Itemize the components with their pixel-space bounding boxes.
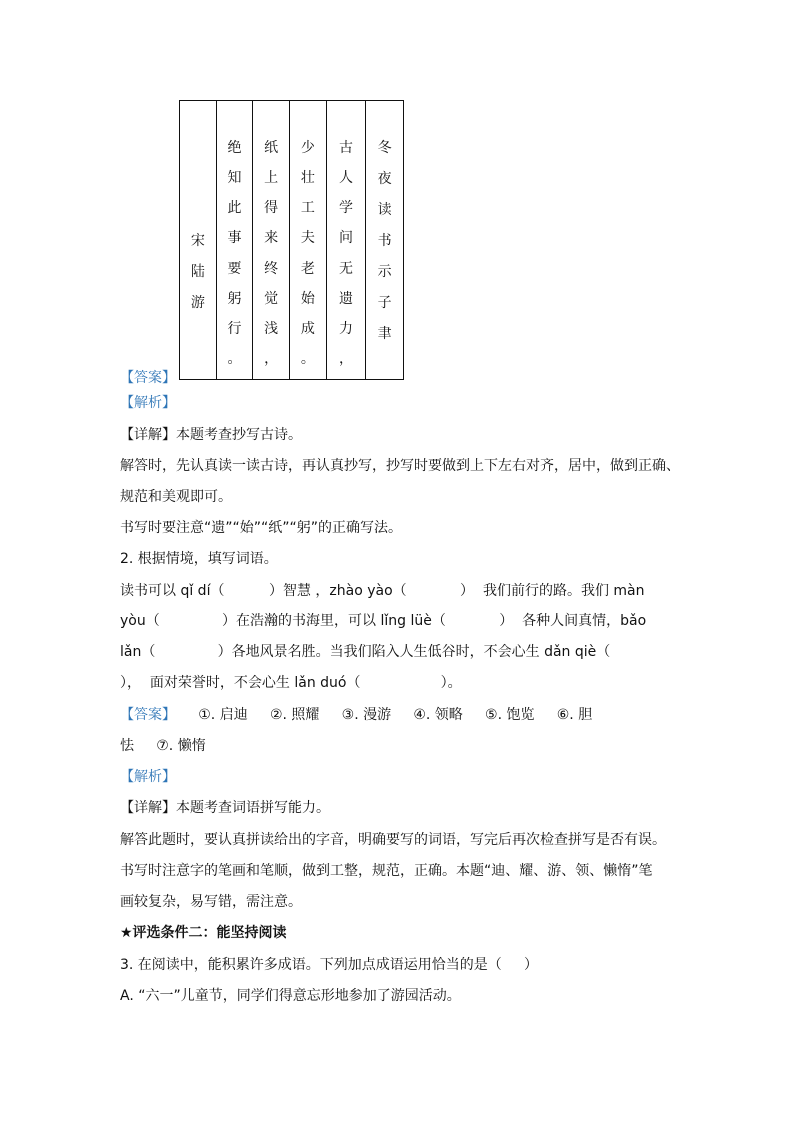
- poem-char: 读: [377, 202, 392, 218]
- paragraph: 书写时注意字的笔画和笔顺，做到工整，规范，正确。本题“迪、耀、游、领、懒惰”笔: [120, 863, 653, 879]
- paragraph: 读书可以 qǐ dí（ ）智慧 ，zhào yào（ ） 我们前行的路。我们 màn: [120, 583, 645, 599]
- poem-char: 事: [227, 230, 242, 247]
- detail-text: 【详解】本题考查词语拼写能力。: [120, 800, 330, 816]
- poem-char: 躬: [227, 290, 242, 307]
- answer-text: 怯 ⑦. 懒惰: [120, 738, 206, 754]
- poem-char: 古: [339, 140, 353, 156]
- poem-char: ，: [339, 350, 353, 367]
- analysis-label: 【解析】: [120, 395, 176, 411]
- answer-text: ①. 启迪 ②. 照耀 ③. 漫游 ④. 领略 ⑤. 饱览 ⑥. 胆: [176, 707, 593, 723]
- paragraph: lǎn（ ）各地风景名胜。当我们陷入人生低谷时，不会心生 dǎn qiè（: [120, 644, 611, 660]
- paragraph: 规范和美观即可。: [120, 489, 232, 505]
- answer-label: 【答案】: [120, 707, 176, 723]
- paragraph: 解答时，先认真读一读古诗，再认真抄写，抄写时要做到上下左右对齐，居中，做到正确、: [120, 458, 680, 474]
- poem-char: 问: [339, 230, 353, 247]
- poem-column: [253, 101, 290, 379]
- poem-char: 冬: [377, 140, 392, 156]
- poem-char: ，: [264, 350, 279, 367]
- analysis-label: 【解析】: [120, 769, 176, 785]
- poem-char: 。: [300, 350, 315, 367]
- paragraph: 画较复杂，易写错，需注意。: [120, 894, 302, 910]
- poem-grid: [179, 100, 404, 380]
- poem-column: [217, 101, 254, 379]
- section-heading: ★评选条件二：能坚持阅读: [120, 925, 287, 941]
- poem-char: 。: [227, 350, 242, 367]
- poem-char: 示: [377, 264, 392, 280]
- poem-char: 成: [300, 320, 315, 337]
- poem-char: 纸: [264, 140, 279, 156]
- paragraph: yòu（ ）在浩瀚的书海里，可以 lǐng lüè（ ） 各种人间真情，bǎo: [120, 613, 647, 629]
- poem-char: 绝: [227, 140, 242, 156]
- question-2: 2. 根据情境，填写词语。: [120, 551, 278, 567]
- poem-char: 上: [264, 170, 279, 187]
- poem-char: 遗: [339, 290, 353, 307]
- poem-char: 此: [227, 200, 242, 217]
- poem-char: 工: [300, 200, 315, 217]
- answer-label: 【答案】: [120, 370, 176, 386]
- poem-char: 无: [339, 260, 353, 277]
- poem-char: 少: [300, 140, 315, 156]
- poem-char: 始: [300, 290, 315, 307]
- poem-char: 书: [377, 233, 392, 249]
- poem-char: 陆: [190, 264, 205, 280]
- poem-char: 夜: [377, 171, 392, 187]
- poem-char: 觉: [264, 290, 279, 307]
- paragraph: ）， 面对荣誉时，不会心生 lǎn duó（ ）。: [120, 675, 462, 691]
- poem-char: 力: [339, 320, 353, 337]
- poem-char: 聿: [377, 326, 392, 342]
- poem-char: 行: [227, 320, 242, 337]
- poem-column: [180, 101, 217, 379]
- poem-char: 来: [264, 230, 279, 247]
- poem-column: [327, 101, 367, 379]
- poem-char: 游: [190, 295, 205, 311]
- question-3: 3. 在阅读中，能积累许多成语。下列加点成语运用恰当的是（ ）: [120, 957, 539, 973]
- paragraph: 解答此题时，要认真拼读给出的字音，明确要写的词语，写完后再次检查拼写是否有误。: [120, 832, 666, 848]
- poem-char: 子: [377, 295, 392, 311]
- poem-char: 壮: [300, 170, 315, 187]
- paragraph: 书写时要注意“遗”“始”“纸”“躬”的正确写法。: [120, 520, 403, 536]
- poem-char: 要: [227, 260, 242, 277]
- poem-char: 得: [264, 200, 279, 217]
- poem-char: 知: [227, 170, 242, 187]
- poem-char: 浅: [264, 320, 279, 337]
- poem-char: 人: [339, 170, 353, 187]
- poem-char: 学: [339, 200, 353, 217]
- poem-char: 宋: [190, 233, 205, 249]
- poem-char: 夫: [300, 230, 315, 247]
- poem-char: 老: [300, 260, 315, 277]
- poem-char: 终: [264, 260, 279, 277]
- poem-column: [366, 101, 403, 379]
- option-a: A. “六一”儿童节，同学们得意忘形地参加了游园活动。: [120, 988, 461, 1004]
- poem-column: [290, 101, 327, 379]
- detail-text: 【详解】本题考查抄写古诗。: [120, 427, 302, 443]
